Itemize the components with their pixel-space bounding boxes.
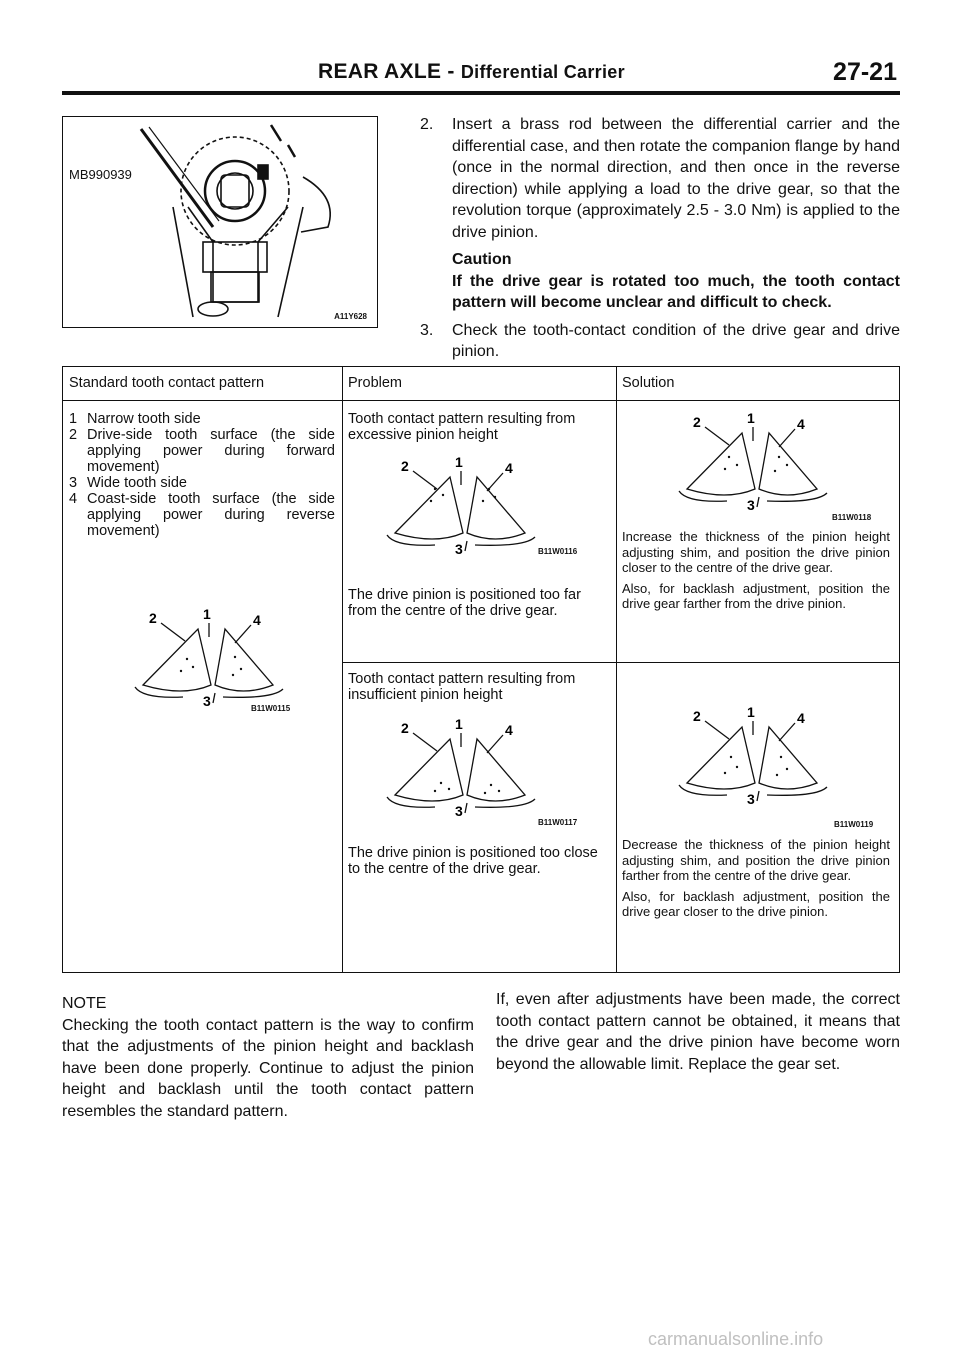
callout-leader: [757, 497, 759, 507]
gear-teeth-drawing: [375, 717, 545, 817]
contact-pattern-dot: [442, 494, 444, 496]
problem-title: Tooth contact pattern resulting from excessive pinion height: [348, 411, 576, 443]
gear-tooth-right: [467, 477, 525, 539]
solution-text: [622, 529, 890, 617]
column-divider: [616, 367, 617, 972]
step-text: Insert a brass rod between the differential carrier and the differential case, and then rotate the companion flange by hand (once in the normal direction, and then once in the reverse direction) while applying a load to the drive gear, so that the revolution torque (approximately 2.5 - 3.0 Nm) is applied to the drive pinion.: [452, 116, 900, 241]
step-text: Check the tooth-contact condition of the drive gear and drive pinion.: [452, 321, 900, 360]
contact-pattern-dot: [240, 668, 242, 670]
gear-tooth-right: [467, 739, 525, 801]
contact-pattern-dot: [192, 666, 194, 668]
contact-pattern-dot: [786, 768, 788, 770]
contact-pattern-dot: [180, 670, 182, 672]
callout-leader: [161, 623, 185, 641]
contact-pattern-dot: [186, 658, 188, 660]
contact-pattern-dot: [484, 792, 486, 794]
header-solution: Solution: [622, 375, 675, 391]
note-block: [62, 993, 474, 1122]
column-divider: [342, 367, 343, 972]
gear-figure-solution-1: [667, 411, 837, 516]
legend-item: 2 Drive-side tooth surface (the side applying power during forward movement): [69, 427, 335, 475]
contact-pattern-dot: [498, 790, 500, 792]
callout-number-1: 1: [747, 411, 755, 426]
tool-number-label: MB990939: [69, 167, 132, 182]
gear-teeth-drawing: [123, 607, 293, 707]
gear-tooth-left: [687, 727, 755, 789]
contact-pattern-dot: [736, 766, 738, 768]
figure-code: B11W0115: [251, 704, 291, 713]
contact-pattern-dot: [430, 500, 432, 502]
solution-step: Also, for backlash adjustment, position the drive gear farther from the drive pinion.: [622, 580, 890, 611]
callout-number-2: 2: [401, 720, 409, 736]
solution-step: Increase the thickness of the pinion height adjusting shim, and position the drive pinion closer to the centre of the drive gear.: [622, 529, 890, 575]
callout-number-2: 2: [693, 414, 701, 430]
callout-leader: [487, 735, 503, 753]
tooth-contact-table: [62, 366, 900, 973]
callout-number-1: 1: [747, 705, 755, 720]
solution-text: [622, 837, 890, 925]
section-title: REAR AXLE: [318, 60, 442, 83]
figure-code: B11W0117: [538, 818, 578, 827]
solution-step: Also, for backlash adjustment, position the drive gear closer to the drive pinion.: [622, 888, 890, 919]
contact-pattern-dot: [448, 788, 450, 790]
callout-number-4: 4: [253, 612, 261, 628]
callout-leader: [779, 429, 795, 447]
gear-tooth-right: [215, 629, 273, 691]
callout-number-2: 2: [693, 708, 701, 724]
figure-code: A11Y628: [334, 312, 367, 321]
callout-number-2: 2: [401, 458, 409, 474]
gear-tooth-left: [395, 477, 463, 539]
callout-number-4: 4: [797, 710, 805, 726]
contact-pattern-dot: [234, 656, 236, 658]
gear-tooth-left: [395, 739, 463, 801]
header-standard: Standard tooth contact pattern: [69, 375, 265, 391]
differential-tool-drawing: [63, 117, 379, 329]
callout-number-4: 4: [505, 722, 513, 738]
legend-item: 1 Narrow tooth side: [69, 411, 201, 427]
gear-teeth-drawing: [667, 705, 837, 805]
contact-pattern-dot: [780, 756, 782, 758]
step-number: 2.: [420, 116, 434, 133]
contact-pattern-dot: [490, 784, 492, 786]
note-title: NOTE: [62, 995, 107, 1012]
figure-code: B11W0116: [538, 547, 578, 556]
figure-code: B11W0118: [832, 513, 872, 522]
legend-item: 4 Coast-side tooth surface (the side applying power during reverse movement): [69, 491, 335, 539]
contact-pattern-dot: [232, 674, 234, 676]
callout-number-3: 3: [455, 803, 463, 817]
step-2: [420, 114, 900, 243]
callout-leader: [705, 721, 729, 739]
callout-number-3: 3: [747, 791, 755, 805]
callout-leader: [465, 803, 467, 813]
callout-number-1: 1: [455, 717, 463, 732]
gear-tooth-right: [759, 727, 817, 789]
problem-description: The drive pinion is positioned too far from the centre of the drive gear.: [348, 587, 581, 619]
contact-pattern-dot: [786, 464, 788, 466]
header-divider: [63, 400, 899, 401]
callout-leader: [465, 541, 467, 551]
note-text: Checking the tooth contact pattern is the way to confirm that the adjustments of the pinion height and backlash have been done properly. Continue to adjust the pinion height and backlash until the tooth contact pattern resembles the standard pattern.: [62, 1016, 474, 1120]
step-number: 3.: [420, 321, 434, 339]
callout-leader: [757, 791, 759, 801]
callout-leader: [213, 693, 215, 703]
callout-number-4: 4: [797, 416, 805, 432]
callout-number-1: 1: [455, 455, 463, 470]
gear-teeth-drawing: [375, 455, 545, 555]
solution-step: Decrease the thickness of the pinion height adjusting shim, and position the drive pinion farther from the centre of the drive gear.: [622, 837, 890, 883]
callout-number-3: 3: [203, 693, 211, 707]
contact-pattern-dot: [440, 782, 442, 784]
contact-pattern-dot: [482, 500, 484, 502]
header-rule: [62, 91, 900, 95]
callout-number-3: 3: [747, 497, 755, 511]
gear-figure-problem-1: [375, 455, 545, 560]
problem-title: Tooth contact pattern resulting from insufficient pinion height: [348, 671, 576, 703]
contact-pattern-dot: [774, 470, 776, 472]
contact-pattern-dot: [494, 496, 496, 498]
subsection-title: Differential Carrier: [460, 62, 625, 82]
header-dash: -: [447, 60, 455, 83]
caution-text: If the drive gear is rotated too much, the tooth contact pattern will become unclear and difficult to check.: [452, 272, 900, 311]
contact-pattern-dot: [736, 464, 738, 466]
contact-pattern-dot: [724, 468, 726, 470]
callout-leader: [779, 723, 795, 741]
figure-code: B11W0119: [834, 820, 874, 829]
closing-paragraph: If, even after adjustments have been made, the correct tooth contact pattern cannot be obtained, it means that the drive gear and the drive pinion have become worn beyond the allowable limit. Replace the gear set.: [496, 991, 900, 1073]
gear-tooth-left: [143, 629, 211, 691]
contact-pattern-dot: [730, 756, 732, 758]
gear-tooth-right: [759, 433, 817, 495]
callout-leader: [235, 625, 251, 643]
problem-description: The drive pinion is positioned too close to the centre of the drive gear.: [348, 845, 598, 877]
step-3: [420, 320, 900, 363]
watermark: carmanualsonline.info: [648, 1329, 824, 1349]
gear-teeth-drawing: [667, 411, 837, 511]
legend-item: 3 Wide tooth side: [69, 475, 187, 491]
callout-number-3: 3: [455, 541, 463, 555]
caution-title: Caution: [452, 251, 512, 268]
contact-pattern-dot: [778, 456, 780, 458]
page-header-title: [318, 60, 625, 84]
callout-leader: [705, 427, 729, 445]
header-problem: Problem: [348, 375, 402, 391]
procedure-steps: [420, 114, 900, 363]
callout-number-2: 2: [149, 610, 157, 626]
gear-figure-problem-2: [375, 717, 545, 822]
callout-number-4: 4: [505, 460, 513, 476]
contact-pattern-dot: [728, 456, 730, 458]
contact-pattern-dot: [434, 790, 436, 792]
gear-figure-solution-2: [667, 705, 837, 810]
contact-pattern-dot: [776, 774, 778, 776]
gear-figure-standard: [123, 607, 293, 712]
callout-leader: [413, 733, 437, 751]
tool-illustration: [62, 116, 378, 328]
callout-number-1: 1: [203, 607, 211, 622]
legend-list: [69, 411, 335, 539]
callout-leader: [413, 471, 437, 489]
page-number: 27-21: [833, 58, 897, 86]
contact-pattern-dot: [724, 772, 726, 774]
row-divider: [342, 662, 899, 663]
callout-leader: [487, 473, 503, 491]
gear-tooth-left: [687, 433, 755, 495]
